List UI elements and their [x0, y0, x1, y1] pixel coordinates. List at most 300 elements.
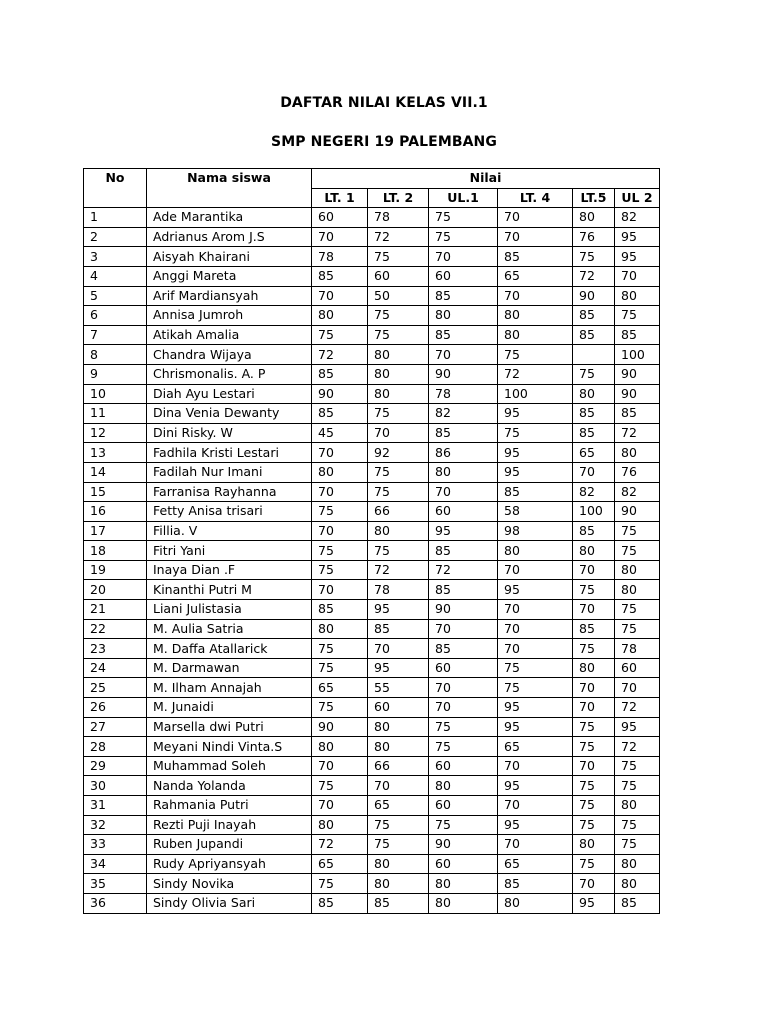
- cell-no: 21: [84, 600, 147, 620]
- cell-no: 8: [84, 345, 147, 365]
- cell-ul1: 90: [429, 364, 498, 384]
- cell-lt5: 75: [573, 854, 615, 874]
- cell-name: Sindy Novika: [147, 874, 312, 894]
- cell-lt2: 80: [368, 384, 429, 404]
- cell-lt4: 70: [498, 208, 573, 228]
- cell-lt4: 70: [498, 227, 573, 247]
- cell-lt4: 72: [498, 364, 573, 384]
- cell-lt4: 95: [498, 580, 573, 600]
- table-row: [84, 678, 660, 698]
- cell-lt1: 75: [312, 658, 368, 678]
- cell-name: Dina Venia Dewanty: [147, 404, 312, 424]
- cell-lt5: 80: [573, 208, 615, 228]
- cell-ul2: 95: [615, 717, 660, 737]
- cell-no: 27: [84, 717, 147, 737]
- cell-lt5: 85: [573, 325, 615, 345]
- cell-ul2: 75: [615, 306, 660, 326]
- cell-lt4: 75: [498, 678, 573, 698]
- cell-lt2: 65: [368, 796, 429, 816]
- table-row: [84, 384, 660, 404]
- cell-lt4: 98: [498, 521, 573, 541]
- table-row: [84, 286, 660, 306]
- cell-lt4: 80: [498, 541, 573, 561]
- cell-lt1: 78: [312, 247, 368, 267]
- table-row: [84, 208, 660, 228]
- cell-lt5: 70: [573, 462, 615, 482]
- cell-lt1: 70: [312, 796, 368, 816]
- cell-lt5: 70: [573, 756, 615, 776]
- cell-no: 7: [84, 325, 147, 345]
- cell-lt4: 95: [498, 717, 573, 737]
- cell-lt5: 85: [573, 423, 615, 443]
- header-no: No: [84, 169, 147, 208]
- cell-lt1: 75: [312, 325, 368, 345]
- cell-no: 3: [84, 247, 147, 267]
- cell-lt4: 65: [498, 854, 573, 874]
- cell-no: 18: [84, 541, 147, 561]
- cell-lt2: 75: [368, 404, 429, 424]
- cell-lt5: 95: [573, 893, 615, 913]
- cell-lt4: 70: [498, 756, 573, 776]
- cell-lt4: 85: [498, 482, 573, 502]
- cell-ul1: 82: [429, 404, 498, 424]
- cell-lt1: 90: [312, 384, 368, 404]
- cell-lt1: 70: [312, 482, 368, 502]
- cell-no: 22: [84, 619, 147, 639]
- cell-lt2: 75: [368, 325, 429, 345]
- cell-ul2: 75: [615, 756, 660, 776]
- cell-ul2: 80: [615, 560, 660, 580]
- cell-lt1: 85: [312, 364, 368, 384]
- cell-lt5: 90: [573, 286, 615, 306]
- cell-name: Muhammad Soleh: [147, 756, 312, 776]
- cell-lt5: 72: [573, 266, 615, 286]
- cell-ul2: 75: [615, 521, 660, 541]
- cell-no: 1: [84, 208, 147, 228]
- cell-ul2: 80: [615, 286, 660, 306]
- cell-lt4: 85: [498, 874, 573, 894]
- cell-lt4: 95: [498, 815, 573, 835]
- cell-no: 24: [84, 658, 147, 678]
- cell-no: 10: [84, 384, 147, 404]
- cell-ul1: 75: [429, 227, 498, 247]
- header-ul1: UL.1: [429, 188, 498, 208]
- cell-lt4: 75: [498, 345, 573, 365]
- cell-ul2: 80: [615, 580, 660, 600]
- cell-lt4: 80: [498, 325, 573, 345]
- table-row: [84, 521, 660, 541]
- cell-ul2: 82: [615, 482, 660, 502]
- cell-lt4: 100: [498, 384, 573, 404]
- cell-lt1: 85: [312, 266, 368, 286]
- cell-lt2: 75: [368, 306, 429, 326]
- cell-lt2: 80: [368, 364, 429, 384]
- cell-name: Chrismonalis. A. P: [147, 364, 312, 384]
- table-row: [84, 600, 660, 620]
- cell-lt5: 70: [573, 698, 615, 718]
- table-row: [84, 619, 660, 639]
- cell-no: 5: [84, 286, 147, 306]
- cell-no: 35: [84, 874, 147, 894]
- cell-lt5: 75: [573, 815, 615, 835]
- table-row: [84, 815, 660, 835]
- cell-lt1: 75: [312, 698, 368, 718]
- table-row: [84, 502, 660, 522]
- cell-lt1: 80: [312, 815, 368, 835]
- cell-no: 15: [84, 482, 147, 502]
- cell-ul2: 90: [615, 384, 660, 404]
- table-row: [84, 580, 660, 600]
- cell-lt1: 70: [312, 521, 368, 541]
- table-row: [84, 364, 660, 384]
- cell-lt5: 85: [573, 306, 615, 326]
- cell-ul2: 72: [615, 737, 660, 757]
- cell-name: M. Junaidi: [147, 698, 312, 718]
- cell-no: 14: [84, 462, 147, 482]
- table-row: [84, 776, 660, 796]
- cell-lt4: 95: [498, 443, 573, 463]
- cell-no: 31: [84, 796, 147, 816]
- cell-ul1: 70: [429, 678, 498, 698]
- cell-name: Ruben Jupandi: [147, 835, 312, 855]
- cell-lt5: 85: [573, 404, 615, 424]
- cell-no: 23: [84, 639, 147, 659]
- cell-no: 29: [84, 756, 147, 776]
- cell-no: 2: [84, 227, 147, 247]
- cell-name: Fadilah Nur Imani: [147, 462, 312, 482]
- cell-ul1: 75: [429, 737, 498, 757]
- cell-lt5: 75: [573, 737, 615, 757]
- cell-name: Chandra Wijaya: [147, 345, 312, 365]
- cell-lt2: 66: [368, 502, 429, 522]
- cell-lt2: 85: [368, 893, 429, 913]
- header-lt5: LT.5: [573, 188, 615, 208]
- header-lt2: LT. 2: [368, 188, 429, 208]
- cell-lt1: 85: [312, 600, 368, 620]
- cell-lt1: 75: [312, 560, 368, 580]
- cell-lt4: 95: [498, 698, 573, 718]
- cell-lt4: 80: [498, 306, 573, 326]
- cell-name: Dini Risky. W: [147, 423, 312, 443]
- cell-lt2: 75: [368, 815, 429, 835]
- cell-lt5: 70: [573, 678, 615, 698]
- table-row: [84, 737, 660, 757]
- cell-lt2: 78: [368, 580, 429, 600]
- cell-lt1: 75: [312, 776, 368, 796]
- cell-lt1: 75: [312, 639, 368, 659]
- cell-lt5: 85: [573, 521, 615, 541]
- cell-ul2: 75: [615, 600, 660, 620]
- table-row: [84, 227, 660, 247]
- cell-lt5: 75: [573, 364, 615, 384]
- cell-ul1: 60: [429, 502, 498, 522]
- cell-lt5: 75: [573, 796, 615, 816]
- cell-lt1: 75: [312, 541, 368, 561]
- cell-ul2: 80: [615, 854, 660, 874]
- cell-lt1: 65: [312, 678, 368, 698]
- cell-name: Annisa Jumroh: [147, 306, 312, 326]
- cell-ul1: 75: [429, 815, 498, 835]
- cell-ul1: 60: [429, 796, 498, 816]
- cell-lt2: 80: [368, 345, 429, 365]
- cell-ul2: 85: [615, 404, 660, 424]
- cell-ul1: 85: [429, 541, 498, 561]
- cell-lt4: 80: [498, 893, 573, 913]
- cell-ul1: 85: [429, 325, 498, 345]
- cell-ul2: 85: [615, 325, 660, 345]
- cell-lt4: 70: [498, 619, 573, 639]
- cell-no: 34: [84, 854, 147, 874]
- cell-no: 28: [84, 737, 147, 757]
- cell-lt2: 80: [368, 854, 429, 874]
- cell-name: Marsella dwi Putri: [147, 717, 312, 737]
- cell-no: 25: [84, 678, 147, 698]
- cell-lt1: 72: [312, 835, 368, 855]
- cell-ul1: 70: [429, 698, 498, 718]
- cell-lt2: 55: [368, 678, 429, 698]
- cell-name: Atikah Amalia: [147, 325, 312, 345]
- cell-lt2: 70: [368, 639, 429, 659]
- cell-lt2: 80: [368, 874, 429, 894]
- table-row: [84, 443, 660, 463]
- cell-lt5: 70: [573, 560, 615, 580]
- cell-ul2: 75: [615, 835, 660, 855]
- table-row: [84, 639, 660, 659]
- table-row: [84, 796, 660, 816]
- cell-lt5: [573, 345, 615, 365]
- cell-lt1: 45: [312, 423, 368, 443]
- cell-lt1: 60: [312, 208, 368, 228]
- cell-ul1: 80: [429, 306, 498, 326]
- cell-lt2: 60: [368, 266, 429, 286]
- table-row: [84, 698, 660, 718]
- cell-name: Rahmania Putri: [147, 796, 312, 816]
- cell-lt2: 75: [368, 541, 429, 561]
- cell-name: Fadhila Kristi Lestari: [147, 443, 312, 463]
- cell-lt1: 80: [312, 306, 368, 326]
- cell-ul1: 60: [429, 756, 498, 776]
- cell-ul2: 80: [615, 874, 660, 894]
- cell-lt1: 75: [312, 874, 368, 894]
- cell-lt2: 80: [368, 737, 429, 757]
- cell-no: 33: [84, 835, 147, 855]
- cell-name: Nanda Yolanda: [147, 776, 312, 796]
- cell-no: 4: [84, 266, 147, 286]
- cell-lt4: 95: [498, 404, 573, 424]
- cell-lt1: 65: [312, 854, 368, 874]
- cell-ul2: 90: [615, 364, 660, 384]
- cell-ul1: 60: [429, 854, 498, 874]
- cell-lt5: 75: [573, 580, 615, 600]
- cell-lt4: 65: [498, 737, 573, 757]
- cell-lt5: 80: [573, 835, 615, 855]
- cell-ul1: 75: [429, 717, 498, 737]
- header-lt4: LT. 4: [498, 188, 573, 208]
- cell-lt2: 72: [368, 227, 429, 247]
- cell-name: Meyani Nindi Vinta.S: [147, 737, 312, 757]
- cell-ul1: 85: [429, 639, 498, 659]
- cell-lt2: 95: [368, 600, 429, 620]
- cell-lt2: 75: [368, 247, 429, 267]
- cell-lt2: 70: [368, 776, 429, 796]
- cell-ul1: 70: [429, 345, 498, 365]
- table-row: [84, 247, 660, 267]
- cell-lt2: 75: [368, 482, 429, 502]
- table-row: [84, 325, 660, 345]
- cell-name: Inaya Dian .F: [147, 560, 312, 580]
- grades-body: [84, 208, 660, 913]
- cell-ul2: 75: [615, 815, 660, 835]
- cell-lt4: 95: [498, 462, 573, 482]
- cell-lt2: 50: [368, 286, 429, 306]
- table-row: [84, 423, 660, 443]
- table-row: [84, 306, 660, 326]
- cell-lt2: 70: [368, 423, 429, 443]
- cell-lt1: 70: [312, 286, 368, 306]
- cell-lt5: 65: [573, 443, 615, 463]
- cell-ul2: 75: [615, 619, 660, 639]
- table-row: [84, 835, 660, 855]
- cell-lt1: 70: [312, 756, 368, 776]
- cell-lt5: 82: [573, 482, 615, 502]
- cell-ul2: 75: [615, 776, 660, 796]
- cell-lt5: 80: [573, 658, 615, 678]
- cell-name: Diah Ayu Lestari: [147, 384, 312, 404]
- cell-ul2: 80: [615, 796, 660, 816]
- cell-ul1: 85: [429, 286, 498, 306]
- grades-table: [83, 168, 660, 914]
- cell-lt5: 76: [573, 227, 615, 247]
- cell-ul2: 90: [615, 502, 660, 522]
- cell-lt4: 70: [498, 639, 573, 659]
- cell-name: M. Ilham Annajah: [147, 678, 312, 698]
- cell-lt4: 85: [498, 247, 573, 267]
- cell-lt4: 95: [498, 776, 573, 796]
- table-row: [84, 893, 660, 913]
- cell-lt1: 90: [312, 717, 368, 737]
- cell-ul2: 72: [615, 698, 660, 718]
- cell-lt4: 75: [498, 423, 573, 443]
- cell-name: Sindy Olivia Sari: [147, 893, 312, 913]
- table-row: [84, 266, 660, 286]
- cell-no: 30: [84, 776, 147, 796]
- cell-lt2: 78: [368, 208, 429, 228]
- cell-name: Arif Mardiansyah: [147, 286, 312, 306]
- cell-ul2: 82: [615, 208, 660, 228]
- cell-name: Ade Marantika: [147, 208, 312, 228]
- table-row: [84, 560, 660, 580]
- cell-lt4: 70: [498, 286, 573, 306]
- cell-name: M. Daffa Atallarick: [147, 639, 312, 659]
- header-lt1: LT. 1: [312, 188, 368, 208]
- cell-ul2: 78: [615, 639, 660, 659]
- cell-ul1: 90: [429, 835, 498, 855]
- cell-name: Kinanthi Putri M: [147, 580, 312, 600]
- cell-ul1: 75: [429, 208, 498, 228]
- cell-lt5: 70: [573, 874, 615, 894]
- header-ul2: UL 2: [615, 188, 660, 208]
- table-row: [84, 345, 660, 365]
- cell-lt4: 75: [498, 658, 573, 678]
- cell-no: 6: [84, 306, 147, 326]
- cell-no: 32: [84, 815, 147, 835]
- cell-lt4: 70: [498, 796, 573, 816]
- cell-lt2: 66: [368, 756, 429, 776]
- cell-ul2: 95: [615, 247, 660, 267]
- cell-name: Aisyah Khairani: [147, 247, 312, 267]
- cell-name: Anggi Mareta: [147, 266, 312, 286]
- cell-lt1: 70: [312, 443, 368, 463]
- cell-ul1: 70: [429, 247, 498, 267]
- table-row: [84, 658, 660, 678]
- cell-lt4: 70: [498, 560, 573, 580]
- cell-ul1: 72: [429, 560, 498, 580]
- cell-name: Rezti Puji Inayah: [147, 815, 312, 835]
- cell-name: Fetty Anisa trisari: [147, 502, 312, 522]
- table-row: [84, 404, 660, 424]
- cell-ul1: 85: [429, 423, 498, 443]
- table-row: [84, 541, 660, 561]
- cell-ul2: 60: [615, 658, 660, 678]
- table-row: [84, 854, 660, 874]
- cell-lt5: 100: [573, 502, 615, 522]
- cell-ul1: 60: [429, 266, 498, 286]
- cell-lt5: 75: [573, 776, 615, 796]
- cell-lt5: 70: [573, 600, 615, 620]
- page-title: DAFTAR NILAI KELAS VII.1: [280, 95, 488, 111]
- cell-lt5: 75: [573, 717, 615, 737]
- cell-lt2: 85: [368, 619, 429, 639]
- cell-lt4: 70: [498, 600, 573, 620]
- cell-no: 13: [84, 443, 147, 463]
- cell-name: Rudy Apriyansyah: [147, 854, 312, 874]
- table-row: [84, 482, 660, 502]
- cell-lt2: 95: [368, 658, 429, 678]
- cell-lt1: 75: [312, 502, 368, 522]
- cell-lt4: 70: [498, 835, 573, 855]
- cell-no: 19: [84, 560, 147, 580]
- cell-ul1: 86: [429, 443, 498, 463]
- table-row: [84, 462, 660, 482]
- cell-lt5: 75: [573, 247, 615, 267]
- cell-no: 17: [84, 521, 147, 541]
- cell-name: Adrianus Arom J.S: [147, 227, 312, 247]
- cell-lt1: 72: [312, 345, 368, 365]
- cell-lt5: 80: [573, 384, 615, 404]
- cell-no: 20: [84, 580, 147, 600]
- cell-ul1: 78: [429, 384, 498, 404]
- cell-ul1: 70: [429, 619, 498, 639]
- cell-lt1: 80: [312, 462, 368, 482]
- cell-ul1: 80: [429, 874, 498, 894]
- cell-ul1: 80: [429, 893, 498, 913]
- cell-name: M. Darmawan: [147, 658, 312, 678]
- cell-name: Fillia. V: [147, 521, 312, 541]
- table-row: [84, 756, 660, 776]
- cell-lt1: 80: [312, 737, 368, 757]
- header-nilai: Nilai: [312, 169, 660, 189]
- cell-no: 12: [84, 423, 147, 443]
- cell-no: 9: [84, 364, 147, 384]
- header-name: Nama siswa: [147, 169, 312, 208]
- cell-ul2: 70: [615, 678, 660, 698]
- cell-lt2: 72: [368, 560, 429, 580]
- table-row: [84, 717, 660, 737]
- cell-lt5: 85: [573, 619, 615, 639]
- cell-ul1: 60: [429, 658, 498, 678]
- cell-name: M. Aulia Satria: [147, 619, 312, 639]
- cell-lt1: 85: [312, 893, 368, 913]
